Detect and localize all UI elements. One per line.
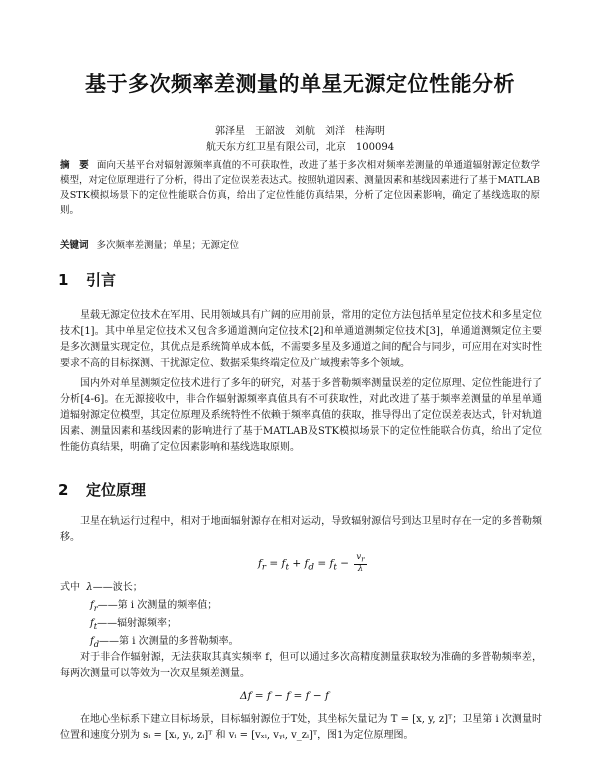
paper-title: 基于多次频率差测量的单星无源定位性能分析 [85,72,515,96]
def-subscript: r [93,603,98,613]
def-text: ——第 i 次测量的频率值； [97,600,218,611]
eq-symbol: v [356,552,362,562]
section-number: 1 [58,271,69,289]
definition-row [90,632,239,649]
eq-subscript: d [308,562,314,573]
eq-symbol: − [340,557,350,570]
definition-row [90,596,217,613]
def-text: ——波长； [92,582,143,593]
abstract-label: 摘 要 [60,160,89,171]
paragraph: 卫星在轨运行过程中，相对于地面辐射源存在相对运动，导致辐射源信号到达卫星时存在一定的多普勒频移。 [60,516,542,543]
paragraph: 对于非合作辐射源，无法获取其真实频率 f，但可以通过多次高精度测量获取较为准确的多普勒频率差，每两次测量可以等效为一次双星频差测量。 [60,652,542,679]
def-symbol: f [90,600,94,611]
eq-symbol: = f [269,557,286,570]
fraction-numerator [354,553,366,565]
section-title: 定位原理 [86,481,147,499]
def-symbol: λ [86,582,93,593]
eq-subscript: r [361,554,365,564]
eq-symbol: f [258,557,262,570]
section-heading [58,269,116,290]
eq-symbol: + f [292,557,309,570]
definition-row [90,614,177,631]
definition-row [60,578,143,593]
paragraph: 国内外对单星测频定位技术进行了多年的研究，对基于多普勒频率测量误差的定位原理、定位性能进行了分析[4-6]。在无源接收中，非合作辐射源频率真值具有不可获取性，对此改进了基于频率差测量的单星单通道辐射源定位模型，其定位原理及系统特性不依赖于频率真值的获取，推导得出了定位误差表达式，针对轨道因素、测量因素和基线因素的影响进行了基于MATLAB及STK模拟场景下的定位性能联合仿真，给出了定位性能仿真结果，明确了定位因素影响和基线选取原则。 [60,378,542,453]
def-text: ——辐射源频率； [97,618,178,629]
def-symbol: f [90,636,94,647]
eq-fraction [354,553,366,574]
paragraph: 星载无源定位技术在军用、民用领域具有广阔的应用前景，常用的定位方法包括单星定位技术和多星定位技术[1]。其中单星定位技术又包含多通道测向定位技术[2]和单通道测频定位技术[3]，单通道测频定位主要是多次测量实现定位，其优点是系统简单成本低，不需要多星及多通道之间的配合与同步，可应用在对实时性要求不高的目标探测、干扰源定位、数据采集终端定位及广域搜索等多个领域。 [60,310,542,369]
def-symbol: f [90,618,94,629]
keywords [60,237,540,251]
fraction-denominator: λ [357,563,364,574]
equation-freq-diff: Δf = f − f = f − f [240,690,329,702]
affiliation: 航天东方红卫星有限公司，北京 100094 [205,142,395,153]
equation-doppler [258,553,367,574]
keywords-text: 多次频率差测量；单星；无源定位 [96,240,240,251]
author-list: 郭泽星 王韶波 刘航 刘洋 桂海明 [215,126,385,137]
eq-subscript: t [333,562,337,573]
def-subscript: t [93,621,98,631]
defs-prefix: 式中 [60,582,80,593]
def-subscript: d [93,639,100,649]
eq-symbol: = f [317,557,334,570]
section-heading [58,479,146,500]
eq-subscript: r [261,562,267,573]
paragraph: 在地心坐标系下建立目标场景，目标辐射源位于T处，其坐标矢量记为 T = [x, y, z]ᵀ；卫星第 i 次测量时位置和速度分别为 sᵢ = [xᵢ, yᵢ, zᵢ]ᵀ 和 vᵢ = [vₓᵢ, vᵧᵢ, v_zᵢ]ᵀ，图1为定位原理图。 [60,714,542,741]
keywords-label: 关键词 [60,240,89,251]
def-text: ——第 i 次测量的多普勒频率。 [99,636,239,647]
section-title: 引言 [86,271,117,289]
abstract-text: 面向天基平台对辐射源频率真值的不可获取性，改进了基于多次相对频率差测量的单通道辐射源定位数学模型，对定位原理进行了分析，得出了定位误差表达式。按照轨道因素、测量因素和基线因素进行了基于MATLAB及STK模拟场景下的定位性能联合仿真，给出了定位性能仿真结果，分析了定位因素影响，确定了基线选取的原则。 [60,160,540,216]
eq-subscript: t [285,562,289,573]
section-number: 2 [58,481,69,499]
abstract [60,158,540,218]
